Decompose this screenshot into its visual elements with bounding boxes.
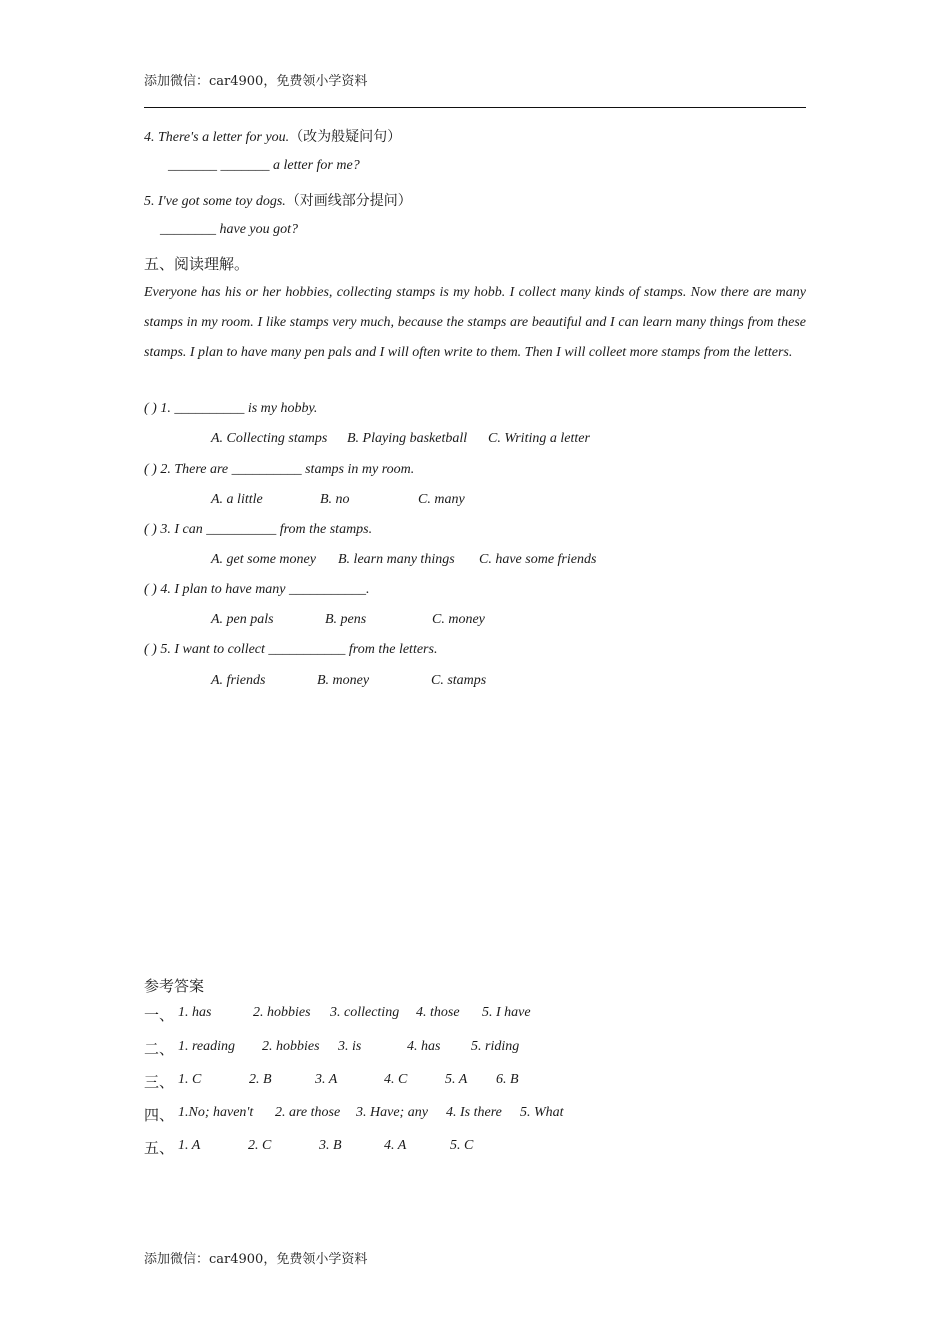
question-4-hint: （改为般疑问句） <box>289 129 402 145</box>
answer-item: 5. What <box>520 1105 564 1120</box>
question-5-text: 5. I've got some toy dogs. <box>144 194 286 209</box>
answer-item: 3. Have; any <box>356 1105 428 1120</box>
answer-item: 1. reading <box>178 1039 236 1054</box>
header-divider <box>144 107 806 108</box>
question-5 <box>144 190 412 210</box>
answer-item: 4. has <box>407 1039 441 1054</box>
mc-option-3c: C. have some friends <box>479 552 597 567</box>
page-footer: 添加微信：car4900，免费领小学资料 <box>144 1252 368 1267</box>
answer-item: 4. Is there <box>446 1105 502 1120</box>
question-4-text: 4. There's a letter for you. <box>144 130 290 145</box>
mc-option-1c: C. Writing a letter <box>488 431 590 446</box>
mc-option-5a: A. friends <box>211 673 266 688</box>
mc-option-4b: B. pens <box>325 612 367 627</box>
answer-row-label: 三、 <box>144 1073 175 1091</box>
question-4-answer-line: _______ _______ a letter for me? <box>168 158 360 173</box>
mc-option-1b: B. Playing basketball <box>347 431 468 446</box>
answer-item: 1.No; haven't <box>178 1105 254 1120</box>
answer-row-label: 四、 <box>144 1106 175 1124</box>
answer-item: 1. has <box>178 1005 212 1020</box>
answer-key-title: 参考答案 <box>144 977 205 995</box>
answer-item: 4. A <box>384 1138 407 1153</box>
answer-row-label: 一、 <box>144 1006 175 1024</box>
answer-item: 1. C <box>178 1072 202 1087</box>
answer-item: 2. hobbies <box>253 1005 311 1020</box>
answer-item: 5. A <box>445 1072 468 1087</box>
mc-option-4a: A. pen pals <box>211 612 274 627</box>
mc-question-1: ( ) 1. __________ is my hobby. <box>144 401 318 416</box>
answer-row-label: 二、 <box>144 1040 175 1058</box>
question-5-hint: （对画线部分提问） <box>285 193 412 209</box>
mc-option-1a: A. Collecting stamps <box>211 431 328 446</box>
answer-item: 5. riding <box>471 1039 520 1054</box>
mc-question-4: ( ) 4. I plan to have many ___________. <box>144 582 370 597</box>
answer-item: 3. A <box>315 1072 338 1087</box>
question-5-answer-line: ________ have you got? <box>160 222 299 237</box>
answer-item: 2. B <box>249 1072 272 1087</box>
answer-item: 5. C <box>450 1138 474 1153</box>
answer-item: 2. C <box>248 1138 272 1153</box>
reading-passage: Everyone has his or her hobbies, collecting stamps is my hobb. I collect many kinds of stamps. Now there are many stamps in my room. I like stamps very much, because the stamps are beautiful and I can learn many things from these stamps. I plan to have many pen pals and I will often write to them. Then I will colleet more stamps from the letters. <box>144 285 806 360</box>
answer-item: 3. is <box>338 1039 362 1054</box>
answer-item: 5. I have <box>482 1005 531 1020</box>
mc-option-2c: C. many <box>418 492 465 507</box>
mc-question-2: ( ) 2. There are __________ stamps in my room. <box>144 462 415 477</box>
answer-row-label: 五、 <box>144 1139 175 1157</box>
question-4 <box>144 126 401 146</box>
mc-question-5: ( ) 5. I want to collect ___________ from the letters. <box>144 642 438 657</box>
mc-option-3a: A. get some money <box>211 552 316 567</box>
answer-item: 3. B <box>319 1138 342 1153</box>
mc-option-2a: A. a little <box>211 492 263 507</box>
answer-item: 2. are those <box>275 1105 341 1120</box>
mc-option-2b: B. no <box>320 492 350 507</box>
answer-item: 4. those <box>416 1005 460 1020</box>
answer-item: 6. B <box>496 1072 519 1087</box>
mc-question-3: ( ) 3. I can __________ from the stamps. <box>144 522 373 537</box>
mc-option-5c: C. stamps <box>431 673 487 688</box>
answer-item: 4. C <box>384 1072 408 1087</box>
mc-option-4c: C. money <box>432 612 485 627</box>
answer-item: 3. collecting <box>330 1005 400 1020</box>
section-5-heading: 五、阅读理解。 <box>144 255 250 273</box>
mc-option-5b: B. money <box>317 673 370 688</box>
answer-item: 1. A <box>178 1138 201 1153</box>
answer-item: 2. hobbies <box>262 1039 320 1054</box>
page-header: 添加微信：car4900，免费领小学资料 <box>144 74 368 89</box>
mc-option-3b: B. learn many things <box>338 552 455 567</box>
